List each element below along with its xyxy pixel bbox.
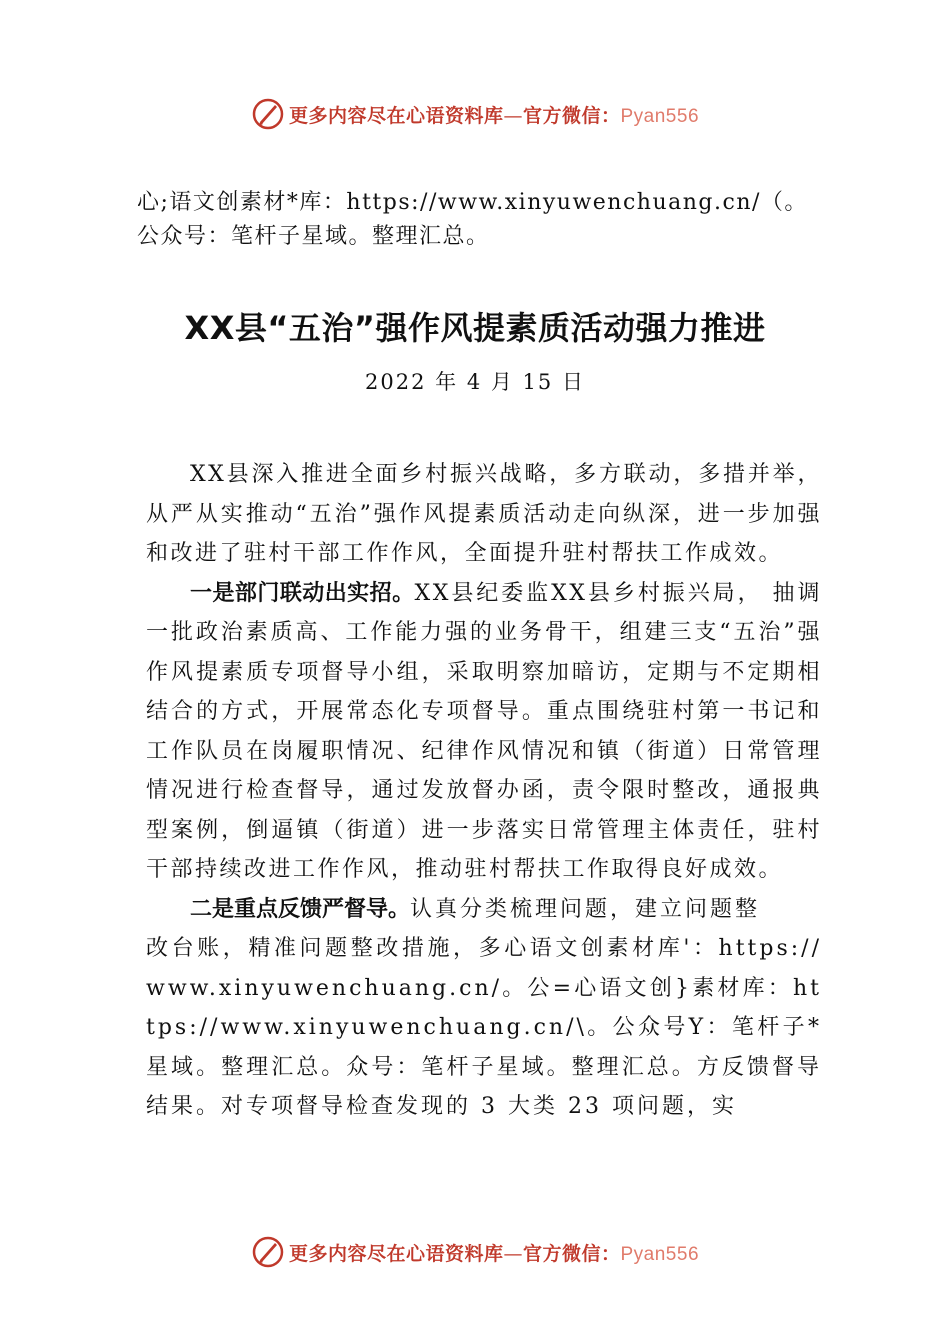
watermark-site: 更多内容尽在心语资料库 [288, 1242, 504, 1265]
paragraph-2-text: XX县纪委监XX县乡村振兴局， 抽调一批政治素质高、工作能力强的业务骨干，组建三支“五治”强作风提素质专项督导小组，采取明察加暗访，定期与不定期相结合的方式，开展常态化专项督导。重点围绕驻村第一书记和工作队员在岗履职情况、纪律作风情况和镇（街道）日常管理情况进行检查督导，通过发放督办函，责令限时整改，通报典型案例，倒逼镇（街道）进一步落实日常管理主体责任，驻村干部持续改进工作作风，推动驻村帮扶工作取得良好成效。 [146, 580, 822, 882]
paragraph-3 [146, 890, 822, 1127]
paragraph-3-lead: 二是重点反馈严督导。 [190, 896, 411, 922]
watermark-wechat-label: 官方微信： [522, 104, 621, 127]
quill-logo-icon [251, 97, 285, 131]
watermark-banner-bottom [0, 1232, 950, 1272]
watermark-banner-top [0, 94, 950, 134]
intro-text: 心;语文创素材*库：https://www.xinyuwenchuang.cn/（。公众号：笔杆子星域。整理汇总。 [137, 190, 808, 249]
quill-logo-icon [251, 1235, 285, 1269]
watermark-text [289, 101, 699, 128]
watermark-wechat-id: Pyan556 [620, 1243, 700, 1265]
paragraph-3-text-2: 改台账，精准问题整改措施，多心语文创素材库'：https://www.xinyuwenchuang.cn/。公=心语文创}素材库：https://www.xinyuwenchuang.cn/\。公众号Y：笔杆子*星域。整理汇总。众号：笔杆子星域。整理汇总。方反馈督导结果。对专项督导检查发现的 3 大类 23 项问题，实 [146, 936, 822, 1119]
article-date: 2022 年 4 月 15 日 [365, 370, 585, 394]
watermark-text [289, 1239, 699, 1266]
paragraph-3-text-1: 认真分类梳理问题，建立问题整 [410, 896, 761, 922]
article-body [146, 455, 822, 1127]
paragraph-2 [146, 574, 822, 890]
paragraph-2-lead: 一是部门联动出实招。 [190, 580, 415, 606]
paragraph-1: XX县深入推进全面乡村振兴战略，多方联动，多措并举，从严从实推动“五治”强作风提素质活动走向纵深，进一步加强和改进了驻村干部工作作风，全面提升驻村帮扶工作成效。 [146, 462, 822, 566]
article-title: XX县“五治”强作风提素质活动强力推进 [184, 309, 766, 347]
watermark-wechat-label: 官方微信： [522, 1242, 621, 1265]
watermark-site: 更多内容尽在心语资料库 [288, 104, 504, 127]
watermark-dash: — [503, 104, 523, 127]
paragraph-3-first-line [146, 890, 822, 930]
watermark-dash: — [503, 1242, 523, 1265]
watermark-wechat-id: Pyan556 [620, 105, 700, 127]
